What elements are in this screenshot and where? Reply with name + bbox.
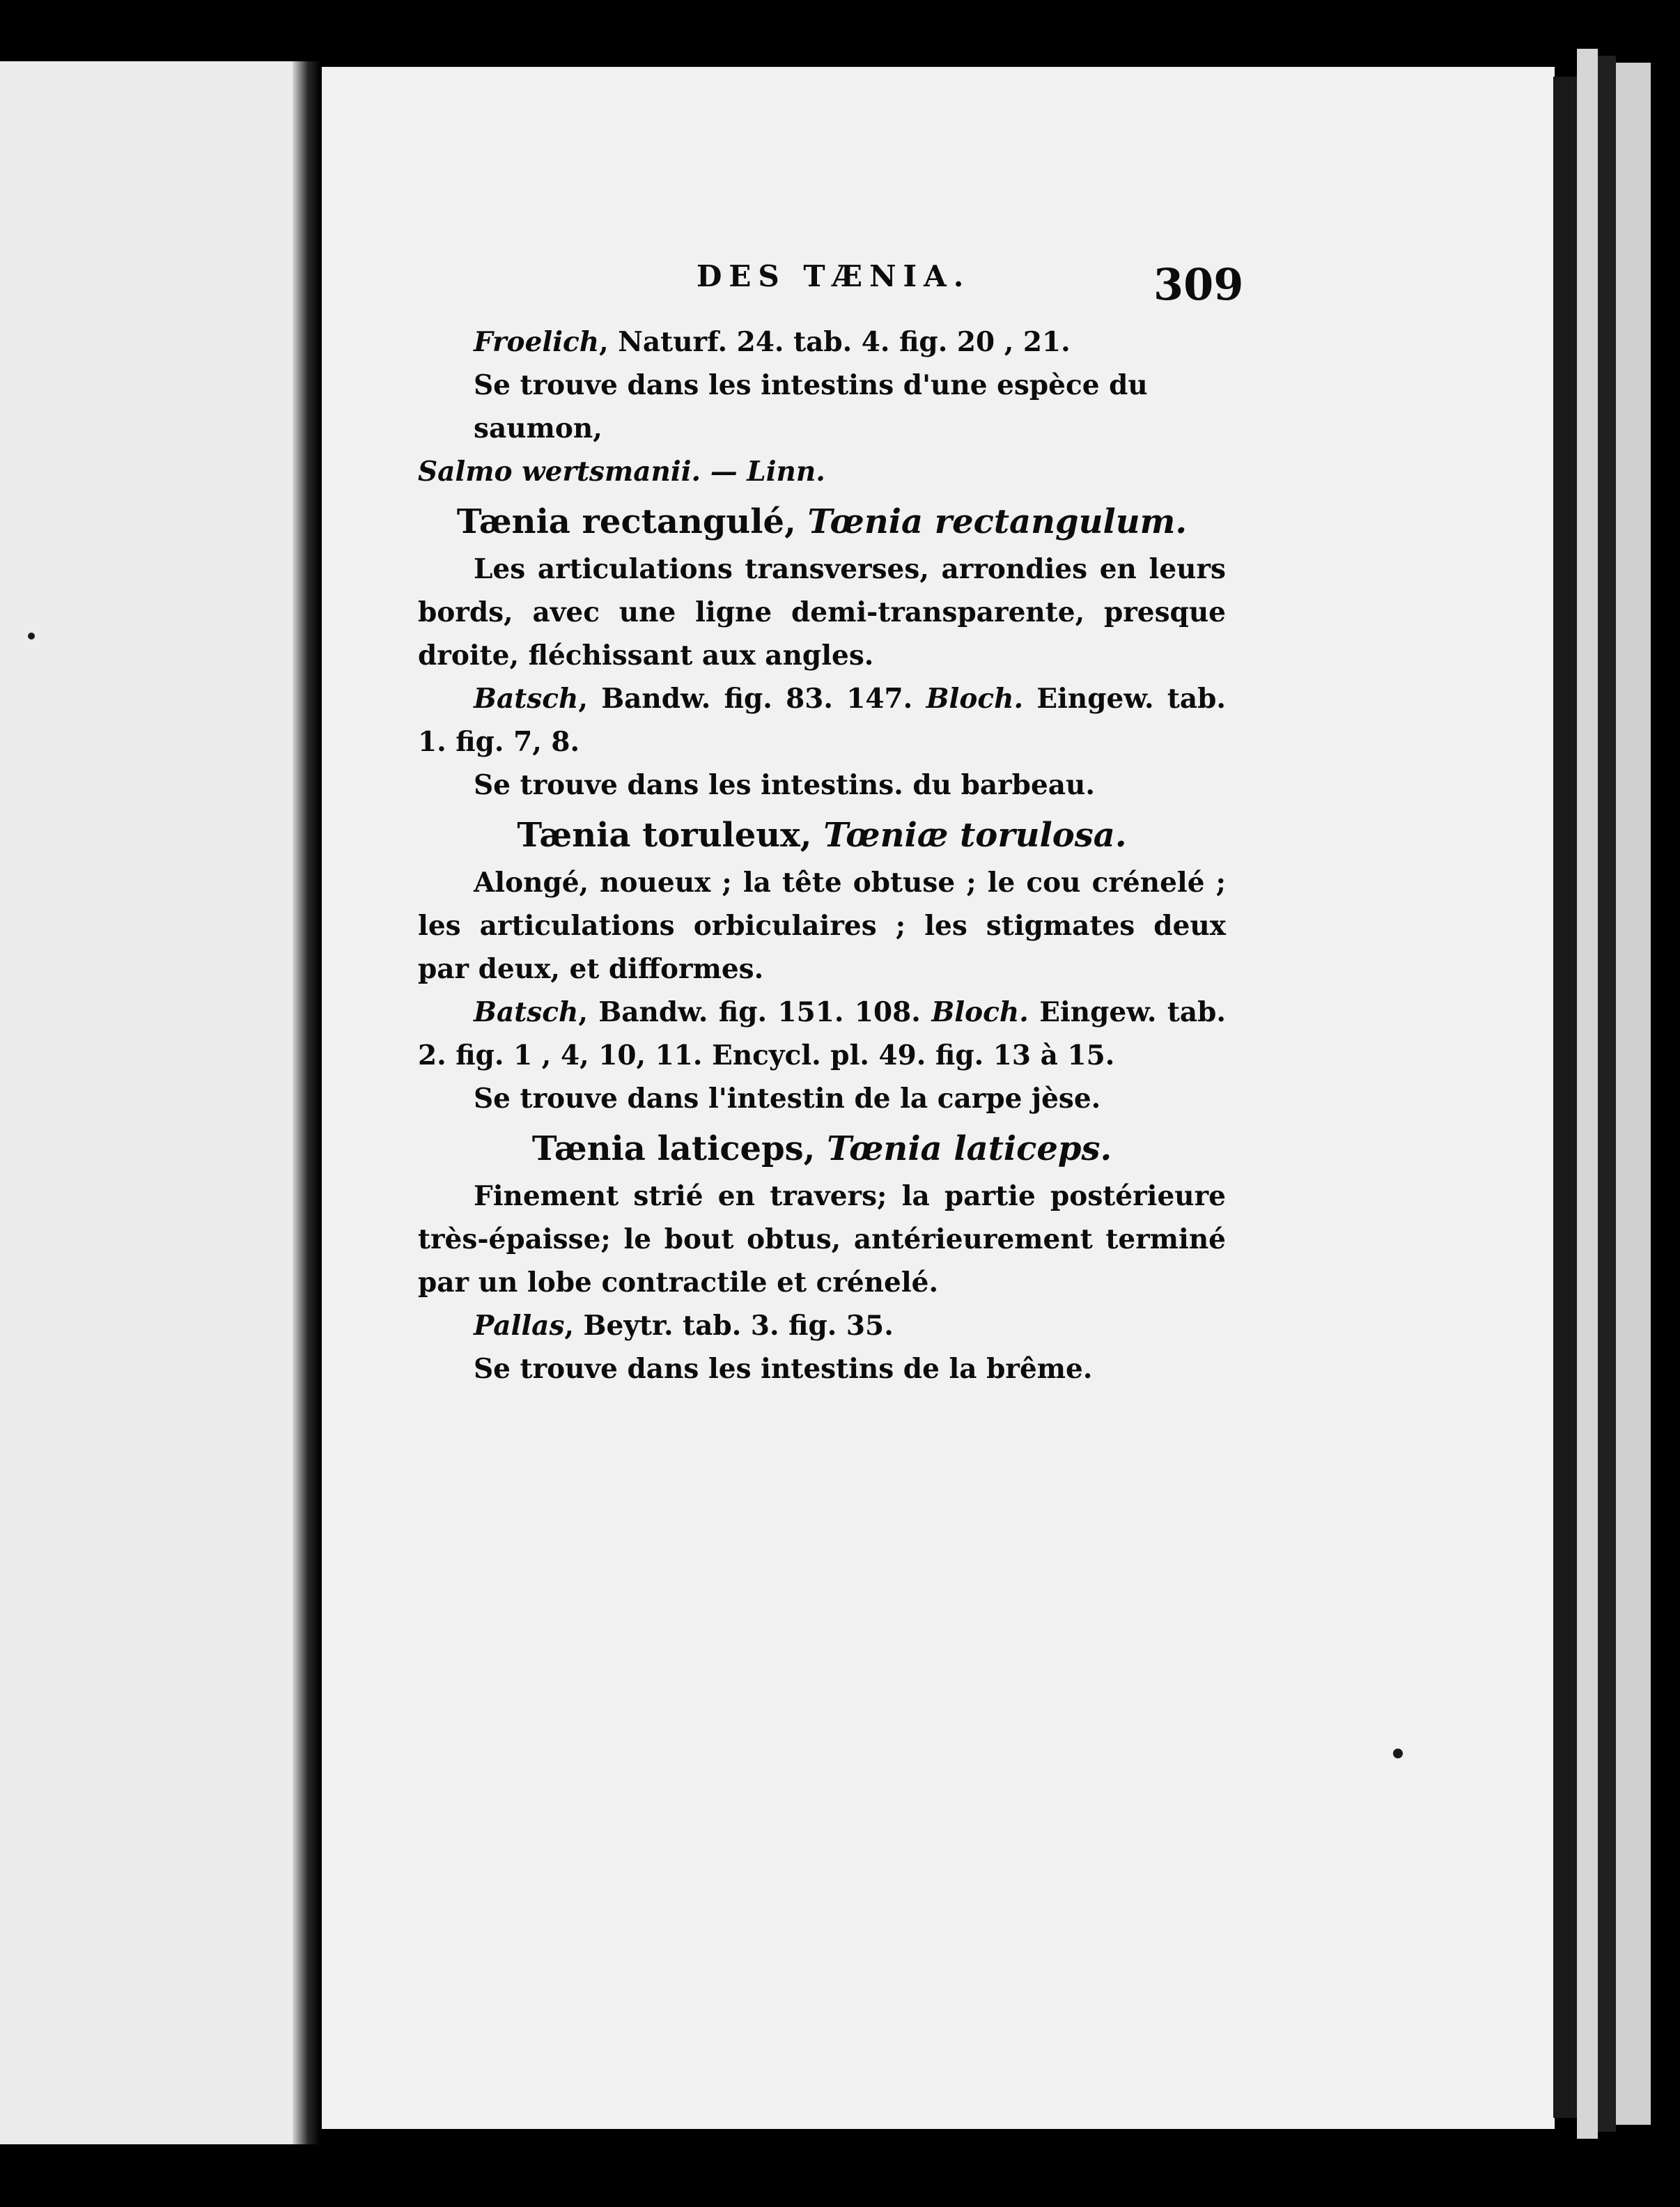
ref-text: , Beytr. tab. 3. fig. 35. xyxy=(564,1310,894,1342)
ref-text: , Bandw. fig. 83. 147. xyxy=(578,683,913,715)
ref-author: Pallas xyxy=(474,1310,565,1342)
ref-author: Batsch xyxy=(474,996,579,1028)
intro-reference xyxy=(418,320,1226,364)
page-edge xyxy=(1616,63,1651,2125)
ref-author: Bloch. xyxy=(931,996,1029,1028)
species-name-latin: Tœniæ torulosa. xyxy=(823,816,1127,855)
speck-mark xyxy=(1393,1749,1403,1758)
page-number: 309 xyxy=(1153,259,1244,310)
species-description: Alongé, noueux ; la tête obtuse ; le cou crénelé ; les articulations orbiculaires ; les stigmates deux par deux, et difformes. xyxy=(418,867,1226,985)
intro-latin xyxy=(418,450,1226,493)
species-habitat: Se trouve dans l'intestin de la carpe jèse. xyxy=(474,1083,1101,1115)
gutter-shadow xyxy=(293,61,320,2144)
intro-habitat: Se trouve dans les intestins d'une espèce du saumon, xyxy=(474,369,1148,444)
page-edge xyxy=(1553,77,1577,2118)
species-references xyxy=(418,1304,1226,1347)
species-heading xyxy=(418,500,1226,543)
ref-text: Eingew. tab. 2. fig. 1 , 4, 10, 11. Encycl. pl. 49. fig. 13 à 15. xyxy=(418,996,1226,1071)
species-name-fr: Tænia rectangulé, xyxy=(456,502,796,541)
species-description: Les articulations transverses, arrondies en leurs bords, avec une ligne demi-transparente, presque droite, fléchissant aux angles. xyxy=(418,553,1226,672)
species-habitat: Se trouve dans les intestins de la brême. xyxy=(474,1353,1093,1385)
species-references xyxy=(418,991,1226,1077)
species-references xyxy=(418,677,1226,764)
ref-text: Eingew. tab. 1. fig. 7, 8. xyxy=(418,683,1227,758)
running-head: DES TÆNIA. xyxy=(697,259,971,293)
species-name-fr: Tænia toruleux, xyxy=(517,816,812,855)
page-body xyxy=(418,265,1226,1391)
page-edge xyxy=(1598,56,1616,2132)
species-description: Finement strié en travers; la partie postérieure très-épaisse; le bout obtus, antérieurement terminé par un lobe contractile et crénelé. xyxy=(418,1180,1226,1299)
page-edge xyxy=(1577,49,1598,2139)
ref-author: Bloch. xyxy=(926,683,1024,715)
species-name-latin: Tœnia rectangulum. xyxy=(807,502,1188,541)
latin-authority: — Linn. xyxy=(701,456,825,488)
species-heading xyxy=(418,814,1226,857)
species-habitat: Se trouve dans les intestins. du barbeau. xyxy=(474,769,1095,801)
species-name-fr: Tænia laticeps, xyxy=(531,1129,816,1168)
ref-text: , Naturf. 24. tab. 4. fig. 20 , 21. xyxy=(599,326,1071,358)
ref-author: Batsch xyxy=(474,683,579,715)
speck-mark xyxy=(28,633,35,640)
ref-text: , Bandw. fig. 151. 108. xyxy=(578,996,921,1028)
ref-author: Froelich xyxy=(474,326,600,358)
latin-species: Salmo wertsmanii. xyxy=(418,456,701,488)
facing-page-left xyxy=(0,61,301,2144)
species-heading xyxy=(418,1127,1226,1170)
species-name-latin: Tœnia laticeps. xyxy=(827,1129,1112,1168)
